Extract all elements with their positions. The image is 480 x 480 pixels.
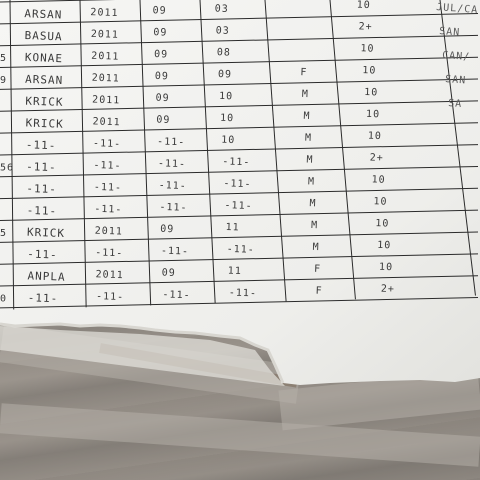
table-rule-line [0, 298, 478, 308]
table-rule-line [0, 57, 478, 67]
table-cell-sex: M [312, 241, 320, 254]
table-column-line [440, 0, 475, 296]
table-cell-month: 09 [160, 223, 175, 236]
table-cell-month: 09 [154, 70, 170, 83]
table-cell-sex: M [306, 154, 314, 166]
table-cell-score: 10 [373, 196, 388, 208]
table-cell-month: 09 [155, 92, 170, 105]
table-cell-score: 10 [378, 261, 394, 274]
table-cell-year: -11- [92, 138, 122, 151]
table-cell-score: 10 [360, 43, 375, 55]
table-cell-month: -11- [162, 289, 191, 302]
margin-note: CAN/ [441, 50, 471, 63]
table-cell-score: 10 [367, 130, 383, 143]
margin-note: SA [447, 98, 463, 110]
table-rule-line [0, 79, 478, 89]
table-cell-name: KONAE [24, 50, 64, 66]
table-cell-name: ANPLA [27, 269, 66, 284]
table-cell-day: -11- [226, 243, 255, 256]
left-edge-mark: 9 [0, 75, 8, 87]
table-cell-year: 2011 [90, 28, 120, 41]
table-cell-month: -11- [159, 201, 188, 214]
table-rule-line [0, 188, 478, 198]
table-rule-line [0, 101, 478, 111]
table-cell-year: 2011 [94, 225, 124, 238]
table-cell-sex: F [315, 285, 323, 297]
table-cell-score: 2+ [369, 152, 384, 165]
table-rule-line [0, 232, 478, 242]
table-cell-sex: F [300, 67, 308, 79]
table-rule-line [0, 145, 478, 155]
table-cell-name: ARSAN [24, 7, 63, 22]
table-cell-year: 2011 [91, 50, 120, 63]
table-cell-name: -11- [25, 160, 57, 175]
table-cell-name: -11- [25, 138, 57, 153]
table-cell-name: ARSAN [24, 72, 64, 88]
table-cell-sex: M [309, 198, 317, 210]
table-column-line [265, 0, 286, 301]
table-cell-sex: F [313, 263, 322, 275]
table-cell-day: 11 [225, 221, 240, 234]
table-cell-score: 2+ [380, 283, 396, 296]
table-cell-score: 2+ [358, 21, 373, 33]
table-cell-month: -11- [158, 180, 187, 193]
table-cell-year: 2011 [92, 116, 121, 129]
table-cell-name: -11- [26, 247, 58, 262]
margin-note: JUL/CA [435, 2, 479, 16]
table-cell-year: -11- [93, 181, 123, 194]
table-cell-name: KRICK [26, 225, 66, 241]
table-cell-day: 09 [217, 69, 233, 81]
table-cell-score: 10 [362, 65, 377, 77]
table-rule-line [0, 276, 478, 286]
table-cell-month: 09 [153, 27, 168, 39]
table-cell-sex: M [304, 132, 313, 144]
table-cell-month: -11- [157, 158, 187, 171]
table-cell-day: -11- [228, 287, 258, 300]
table-column-line [200, 0, 215, 303]
table-cell-sex: M [310, 220, 319, 232]
table-rule-line [0, 35, 478, 45]
table-column-line [140, 0, 151, 305]
table-cell-month: 09 [156, 114, 171, 127]
table-cell-name: KRICK [25, 116, 64, 131]
table-cell-year: -11- [93, 160, 122, 173]
table-rule-line [0, 123, 478, 133]
table-cell-sex: M [301, 88, 310, 101]
margin-note: SAN [438, 26, 461, 39]
table-cell-month: 09 [153, 48, 169, 61]
table-cell-day: 03 [214, 3, 229, 15]
table-cell-score: 10 [365, 108, 381, 121]
table-cell-day: 10 [219, 112, 235, 125]
table-cell-name: -11- [27, 291, 59, 306]
left-edge-mark: 56 [0, 162, 15, 174]
left-edge-mark: 0 [0, 293, 8, 305]
table-cell-score: 10 [371, 174, 386, 186]
table-rule-line [0, 210, 478, 220]
table-cell-day: -11- [223, 178, 252, 191]
table-cell-day: -11- [224, 200, 253, 213]
table-cell-year: -11- [94, 203, 123, 216]
table-cell-month: -11- [160, 245, 190, 258]
table-cell-sex: M [303, 110, 311, 123]
table-rule-line [0, 254, 478, 264]
table-cell-year: 2011 [95, 269, 124, 282]
table-cell-month: 09 [152, 5, 167, 17]
table-cell-year: -11- [95, 291, 125, 304]
table-cell-name: KRICK [25, 94, 64, 109]
table-cell-year: 2011 [90, 7, 119, 20]
table-cell-score: 10 [376, 239, 392, 252]
table-cell-day: -11- [222, 156, 251, 169]
table-cell-score: 10 [356, 0, 371, 12]
table-cell-day: 03 [215, 25, 230, 37]
table-rule-line [0, 0, 478, 2]
table-cell-score: 10 [363, 86, 379, 99]
table-column-line [330, 0, 355, 299]
table-cell-year: -11- [95, 247, 124, 260]
table-cell-name: -11- [26, 203, 58, 218]
table-cell-year: 2011 [91, 94, 121, 107]
table-rule-line [0, 14, 478, 24]
table-cell-day: 10 [218, 90, 234, 103]
margin-note: SAN [444, 74, 467, 87]
left-edge-mark: 5 [0, 53, 8, 65]
table-cell-name: BASUA [24, 29, 63, 44]
table-cell-day: 11 [227, 265, 243, 278]
table-cell-month: 09 [161, 267, 176, 279]
table-cell-month: -11- [156, 136, 186, 149]
table-cell-sex: M [307, 176, 316, 188]
table-cell-day: 10 [221, 134, 236, 147]
table-cell-year: 2011 [91, 72, 120, 85]
table-cell-name: -11- [26, 181, 58, 197]
left-edge-mark: 5 [0, 227, 8, 239]
table-cell-score: 10 [375, 218, 390, 230]
table-cell-day: 08 [216, 47, 232, 59]
